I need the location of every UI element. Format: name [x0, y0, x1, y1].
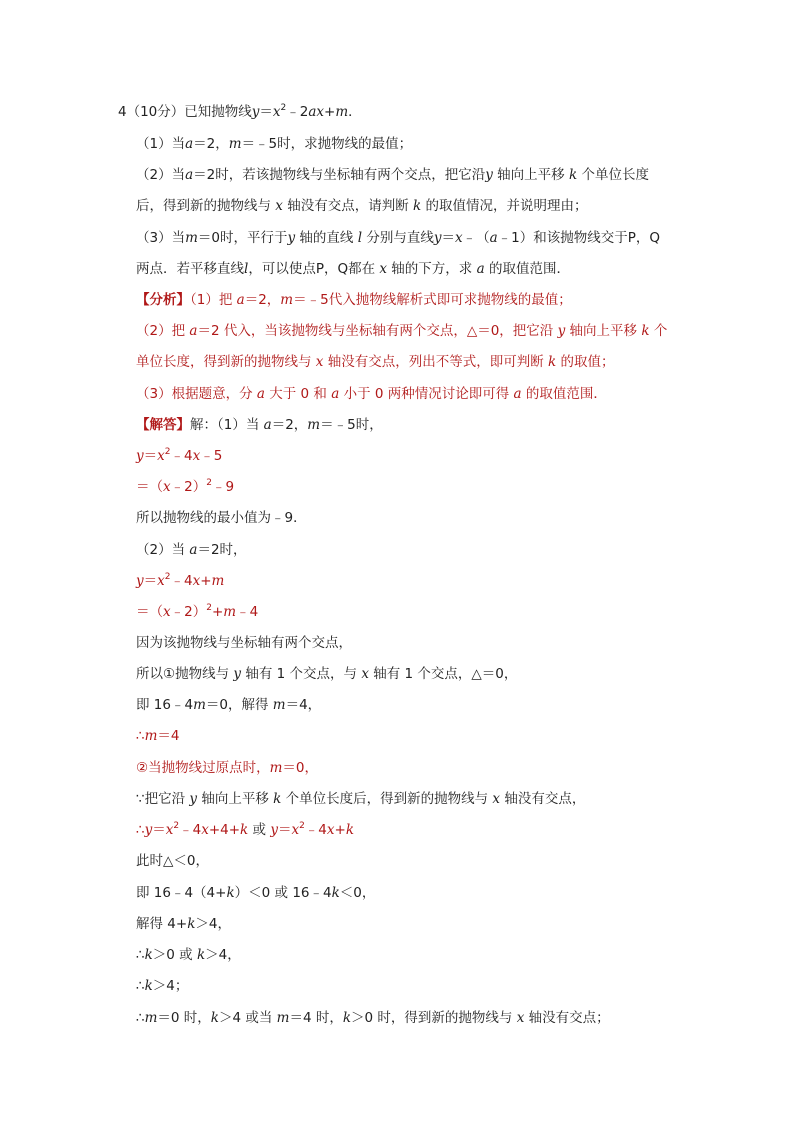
solution-line-16: 即 16﹣4（4+k）＜0 或 16﹣4k＜0， — [136, 885, 376, 901]
solution-line-11: ∴m＝4 — [136, 728, 180, 744]
part-2-label: （2）当 — [136, 167, 186, 183]
part-3-question-cont: 两点．若平移直线l，可以使点P，Q都在 x 轴的下方，求 a 的取值范围． — [136, 261, 570, 277]
analysis-line-2: （2）把 a＝2 代入，当该抛物线与坐标轴有两个交点，△＝0，把它沿 y 轴向上平移 k 个 — [136, 323, 668, 339]
part-3-question: （3）当m＝0时，平行于y 轴的直线 l 分别与直线y＝x﹣（a﹣1）和该抛物线交于P，Q — [136, 230, 661, 246]
solution-line-2: $y=x^2﹣4x﹣5$ — [136, 447, 223, 464]
solution-line-7: ＝（x﹣2）$^2$+m﹣4 — [136, 603, 259, 620]
analysis-line-1: 【分析】（1）把 a＝2，m＝﹣5代入抛物线解析式即可求抛物线的最值； — [136, 292, 572, 308]
solution-line-9: 所以①抛物线与 y 轴有 1 个交点，与 x 轴有 1 个交点，△＝0， — [136, 666, 518, 682]
solution-line-12: ②当抛物线过原点时，m＝0， — [136, 760, 319, 776]
solution-line-18: ∴k＞0 或 k＞4， — [136, 947, 241, 963]
solution-line-15: 此时△＜0， — [136, 853, 209, 869]
part-3-label: （3）当 — [136, 230, 186, 246]
solution-line-1: 【解答】解：（1）当 a＝2，m＝﹣5时， — [136, 417, 383, 433]
solution-line-17: 解得 4+k＞4， — [136, 916, 231, 932]
solution-line-5: （2）当 a＝2时， — [136, 542, 247, 558]
solution-line-20: ∴m＝0 时，k＞4 或当 m＝4 时，k＞0 时，得到新的抛物线与 x 轴没有交点； — [136, 1010, 610, 1026]
stem-text: 已知抛物线 — [184, 104, 252, 120]
part-3-cont-text: 两点．若平移直线 — [136, 261, 244, 277]
solution-line-19: ∴k＞4； — [136, 978, 189, 994]
solution-line-13: ∵把它沿 y 轴向上平移 k 个单位长度后，得到新的抛物线与 x 轴没有交点， — [136, 791, 586, 807]
part-2-question-cont: 后，得到新的抛物线与 x 轴没有交点，请判断 k 的取值情况，并说明理由； — [136, 198, 588, 214]
solution-line-4: 所以抛物线的最小值为﹣9． — [136, 510, 307, 526]
problem-number: 4 — [118, 104, 127, 120]
problem-points: （10分） — [126, 104, 185, 120]
problem-stem: 4（10分）已知抛物线$y=x^2﹣2ax+m$． — [118, 103, 362, 120]
solution-line-14: $\therefore y=x^2﹣4x+4+k$ 或 $y=x^2﹣4x+k$ — [136, 821, 355, 838]
analysis-tag: 【分析】 — [136, 292, 190, 308]
solution-tag: 【解答】 — [136, 417, 190, 433]
solution-line-6: $y=x^2﹣4x+m$ — [136, 572, 225, 589]
part-2-question: （2）当a＝2时，若该抛物线与坐标轴有两个交点，把它沿y 轴向上平移 k 个单位长度 — [136, 167, 649, 183]
part-1-label: （1）当 — [136, 136, 186, 152]
solution-line-10: 即 16﹣4m＝0，解得 m＝4， — [136, 697, 322, 713]
solution-line-8: 因为该抛物线与坐标轴有两个交点， — [136, 635, 352, 651]
part-1-question: （1）当a＝2，m＝﹣5时，求抛物线的最值； — [136, 136, 413, 152]
analysis-line-4: （3）根据题意，分 a 大于 0 和 a 小于 0 两种情况讨论即可得 a 的取值范围． — [136, 386, 607, 402]
analysis-line-3: 单位长度，得到新的抛物线与 x 轴没有交点，列出不等式，即可判断 k 的取值； — [136, 354, 615, 370]
solution-line-3: ＝（x﹣2）$^2$﹣9 — [136, 478, 235, 495]
part-2-cont-text: 后，得到新的抛物线与 — [136, 198, 271, 214]
